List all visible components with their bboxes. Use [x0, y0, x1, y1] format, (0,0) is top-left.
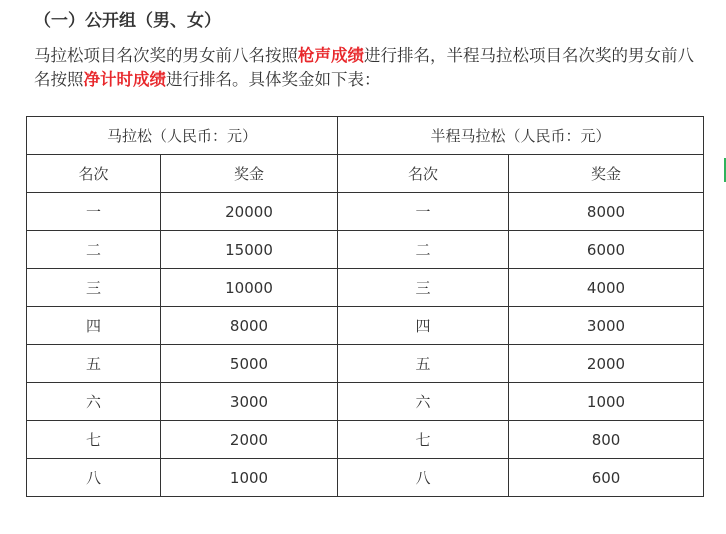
section-heading: （一）公开组（男、女）	[34, 11, 221, 31]
table-row	[27, 421, 704, 459]
table-row	[27, 345, 704, 383]
marathon-prize-cell: 20000	[161, 193, 338, 231]
half-marathon-prize-cell: 600	[509, 459, 704, 497]
marathon-prize-header: 奖金	[161, 155, 338, 193]
paragraph-text-2: 进行排名，半程马拉松项目名次奖的男女前八名按照	[34, 46, 694, 89]
marathon-prize-cell: 5000	[161, 345, 338, 383]
half-marathon-prize-cell: 800	[509, 421, 704, 459]
paragraph-text-1: 马拉松项目名次奖的男女前八名按照	[34, 46, 298, 65]
marathon-prize-cell: 8000	[161, 307, 338, 345]
half-marathon-rank-cell: 一	[338, 193, 509, 231]
table-row	[27, 459, 704, 497]
table-row	[27, 383, 704, 421]
highlight-gun-time: 枪声成绩	[298, 46, 364, 65]
half-marathon-rank-cell: 三	[338, 269, 509, 307]
marathon-rank-cell: 六	[27, 383, 161, 421]
table-row	[27, 231, 704, 269]
highlight-net-time: 净计时成绩	[83, 70, 166, 89]
half-marathon-prize-cell: 2000	[509, 345, 704, 383]
marathon-rank-cell: 八	[27, 459, 161, 497]
marathon-prize-cell: 3000	[161, 383, 338, 421]
prize-table	[26, 116, 704, 497]
marathon-prize-cell: 15000	[161, 231, 338, 269]
half-marathon-rank-cell: 六	[338, 383, 509, 421]
half-marathon-rank-cell: 四	[338, 307, 509, 345]
half-marathon-prize-header: 奖金	[509, 155, 704, 193]
marathon-rank-header: 名次	[27, 155, 161, 193]
marathon-rank-cell: 二	[27, 231, 161, 269]
table-column-header-row	[27, 155, 704, 193]
half-marathon-prize-cell: 6000	[509, 231, 704, 269]
marathon-rank-cell: 三	[27, 269, 161, 307]
marathon-rank-cell: 七	[27, 421, 161, 459]
marathon-rank-cell: 一	[27, 193, 161, 231]
half-marathon-prize-cell: 8000	[509, 193, 704, 231]
half-marathon-rank-cell: 五	[338, 345, 509, 383]
table-group-header-row	[27, 117, 704, 155]
marathon-rank-cell: 四	[27, 307, 161, 345]
marathon-prize-cell: 2000	[161, 421, 338, 459]
marathon-prize-cell: 10000	[161, 269, 338, 307]
half-marathon-rank-header: 名次	[338, 155, 509, 193]
table-row	[27, 307, 704, 345]
half-marathon-group-header: 半程马拉松（人民币：元）	[338, 117, 704, 155]
table-row	[27, 269, 704, 307]
marathon-rank-cell: 五	[27, 345, 161, 383]
half-marathon-rank-cell: 八	[338, 459, 509, 497]
table-row	[27, 193, 704, 231]
half-marathon-rank-cell: 二	[338, 231, 509, 269]
marathon-group-header: 马拉松（人民币：元）	[27, 117, 338, 155]
half-marathon-prize-cell: 1000	[509, 383, 704, 421]
rules-paragraph	[34, 44, 702, 92]
half-marathon-rank-cell: 七	[338, 421, 509, 459]
marathon-prize-cell: 1000	[161, 459, 338, 497]
half-marathon-prize-cell: 4000	[509, 269, 704, 307]
paragraph-text-3: 进行排名。具体奖金如下表：	[166, 70, 381, 89]
half-marathon-prize-cell: 3000	[509, 307, 704, 345]
